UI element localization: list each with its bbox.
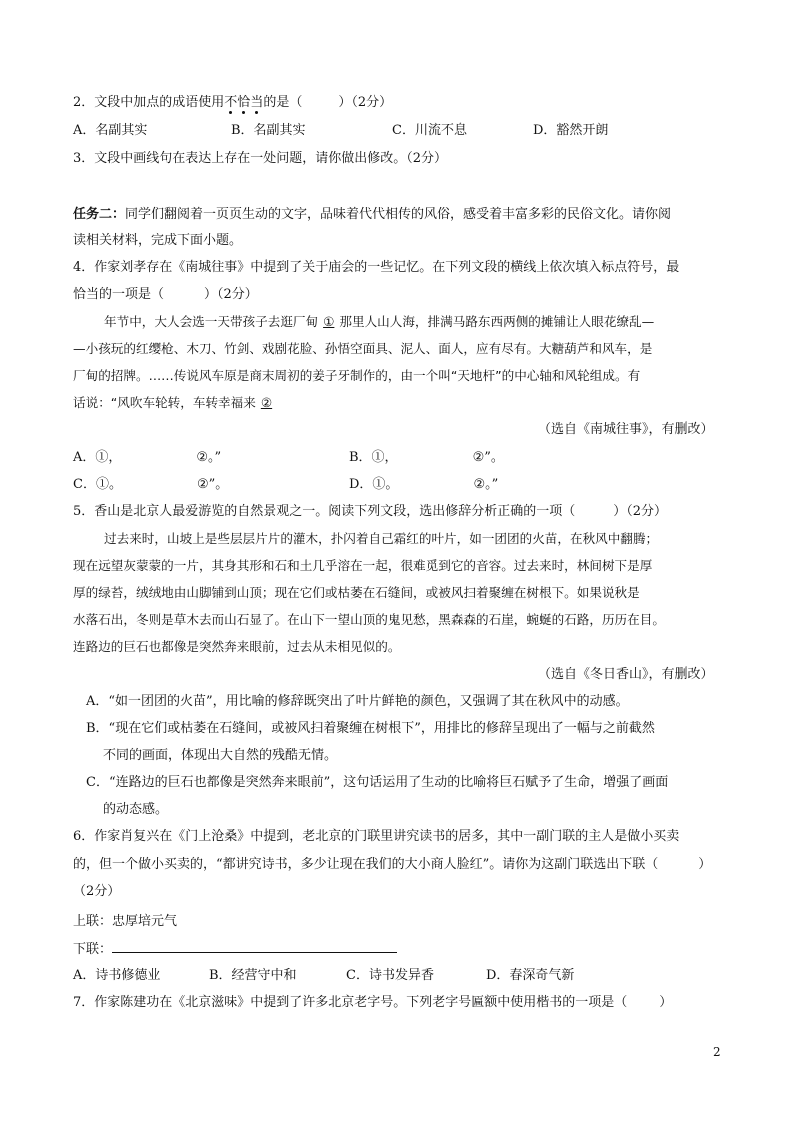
q7-stem: 7．作家陈建功在《北京滋味》中提到了许多北京老字号。下列老字号匾额中使用楷书的一项是（ ）	[73, 995, 673, 1010]
q5-option-a[interactable]: A．“如一团团的火苗”，用比喻的修辞既突出了叶片鲜艳的颜色，又强调了其在秋风中的动感。	[86, 694, 629, 709]
page-number: 2	[713, 1045, 721, 1059]
q5-passage-line1: 过去来时，山坡上是些层层片片的灌木，扑闪着自己霜红的叶片，如一团团的火苗，在秋风中翻腾；	[104, 531, 659, 546]
q5-option-c-cont: 的动态感。	[103, 802, 169, 817]
answer-blank[interactable]	[112, 940, 397, 953]
q5-option-b[interactable]: B．“现在它们或枯萎在石缝间，或被风扫着聚缠在树根下”，用排比的修辞呈现出了一幅与之前截然	[86, 721, 655, 736]
q2-stem: 2．文段中加点的成语使用不恰当的是（ ）（2分）	[73, 95, 393, 110]
q2-option-a[interactable]: A．名副其实	[73, 123, 148, 138]
q4-passage-line4: 话说：“风吹车轮转，车转幸福来 ②	[73, 394, 282, 412]
q4-stem-cont: 恰当的一项是（ ）（2分）	[73, 287, 258, 302]
blank-1: ①	[323, 314, 335, 329]
q5-passage-line2: 现在远望灰蒙蒙的一片，其身其形和石和土几乎溶在一起，很难觅到它的音容。过去来时，林间树下是厚	[73, 558, 653, 573]
q5-passage-line4: 水落石出，冬则是草木去而山石显了。在山下一望山顶的鬼见愁，黑森森的石崖，蜿蜒的石路，历历在目。	[73, 612, 665, 627]
q2-emphasis-text: 不恰当	[224, 95, 264, 110]
q6-lower-couplet: 下联：	[73, 940, 397, 959]
q5-passage-line3: 厚的绿苔，绒绒地由山脚铺到山顶；现在它们或枯萎在石缝间，或被风扫着聚缠在树根下。如果说秋是	[73, 585, 640, 600]
q6-points: （2分）	[73, 884, 121, 899]
q4-option-a[interactable]: A．①， ②。”	[73, 450, 222, 465]
task2-intro: 任务二：同学们翻阅着一页页生动的文字，品味着代代相传的风俗，感受着丰富多彩的民俗文化。请你阅	[73, 207, 672, 222]
q6-stem: 6．作家肖复兴在《门上沧桑》中提到，老北京的门联里讲究读书的居多，其中一副门联的主人是做小买卖	[73, 829, 680, 844]
q5-source: （选自《冬日香山》，有删改）	[538, 667, 714, 682]
q6-option-a[interactable]: A．诗书修德业	[73, 968, 161, 983]
q5-option-b-cont: 不同的画面，体现出大自然的残酷无情。	[103, 748, 338, 763]
q5-passage-line5: 连路边的巨石也都像是突然奔来眼前，过去从未相见似的。	[73, 639, 401, 654]
q6-upper-couplet: 上联：忠厚培元气	[73, 914, 178, 929]
blank-2: ②	[260, 395, 273, 410]
q5-option-c[interactable]: C．“连路边的巨石也都像是突然奔来眼前”，这句话运用了生动的比喻将巨石赋予了生命，增强了画面	[86, 775, 669, 790]
q6-stem-cont: 的，但一个做小买卖的，“都讲究诗书，多少让现在我们的大小商人脸红”。请你为这副门联选出下联（ ）	[73, 857, 712, 872]
q6-option-b[interactable]: B．经营守中和	[209, 968, 297, 983]
task2-intro-cont: 读相关材料，完成下面小题。	[73, 233, 243, 248]
q2-option-d[interactable]: D．豁然开朗	[533, 123, 609, 138]
q4-stem: 4．作家刘孝存在《南城往事》中提到了关于庙会的一些记忆。在下列文段的横线上依次填入标点符号，最	[73, 260, 680, 275]
q4-source: （选自《南城往事》，有删改）	[538, 422, 714, 437]
q3-stem: 3．文段中画线句在表达上存在一处问题，请你做出修改。（2分）	[73, 151, 448, 166]
q4-option-b[interactable]: B．①， ②”。	[349, 450, 504, 465]
q2-option-c[interactable]: C．川流不息	[392, 123, 467, 138]
q5-stem: 5．香山是北京人最爱游览的自然景观之一。阅读下列文段，选出修辞分析正确的一项（ ）（2分）	[73, 504, 668, 519]
q4-passage-line3: 厂甸的招牌。……传说风车原是商末周初的姜子牙制作的，由一个叫“天地杆”的中心轴和风轮组成。有	[73, 368, 641, 383]
q6-option-d[interactable]: D．春深奇气新	[486, 968, 575, 983]
q6-option-c[interactable]: C．诗书发异香	[346, 968, 434, 983]
task2-label: 任务二：	[73, 207, 126, 222]
q4-passage-line2: —小孩玩的红缨枪、木刀、竹剑、戏剧花脸、孙悟空面具、泥人、面人，应有尽有。大糖葫芦和风车，是	[73, 341, 653, 356]
q4-option-d[interactable]: D．①。 ②。”	[349, 477, 499, 492]
q2-option-b[interactable]: B．名副其实	[231, 123, 306, 138]
q4-passage-line1: 年节中，大人会选一天带孩子去逛厂甸 ① 那里人山人海，排满马路东西两侧的摊铺让人眼花缭乱—	[104, 314, 655, 329]
q4-option-c[interactable]: C．①。 ②”。	[73, 477, 229, 492]
